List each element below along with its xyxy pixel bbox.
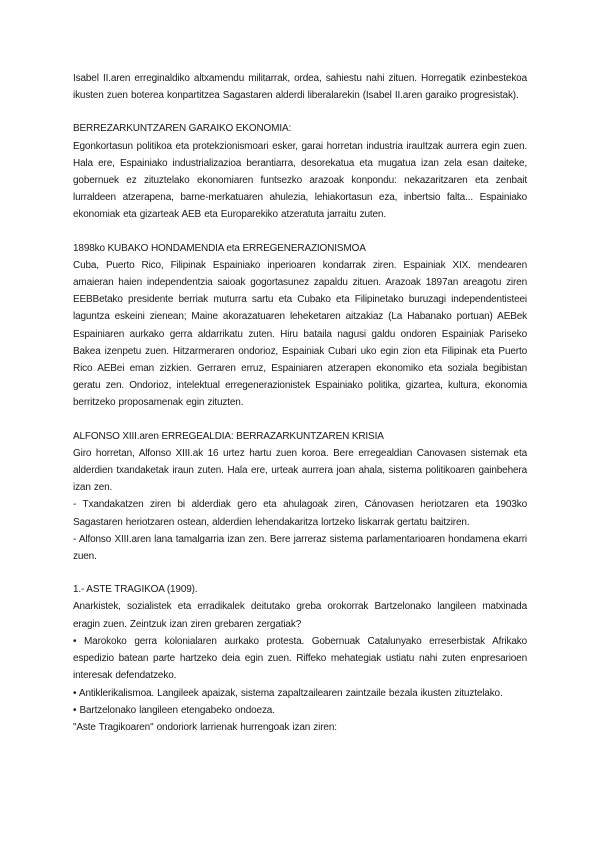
section-body-tragic-week: Anarkistek, sozialistek eta erradikalek deitutako greba orokorrak Bartzelonako langileen matxinada eragin zuen. Zeintzuk izan ziren grebaren zergatiak? xyxy=(73,601,527,630)
section-heading-economy: BERREZARKUNTZAREN GARAIKO EKONOMIA: xyxy=(73,123,292,135)
section-body-alfonso: Giro horretan, Alfonso XIII.ak 16 urtez hartu zuen koroa. Bere erregealdian Canovasen sistemak eta alderdien txandaketak iraun zuten. Hala ere, urteak aurrera joan ahala, sistema politikoaren gainbehera izan zen. xyxy=(73,447,527,494)
section-heading-tragic-week: 1.- ASTE TRAGIKOA (1909). xyxy=(73,584,198,596)
section-body-economy: Egonkortasun politikoa eta protekzionismoari esker, garai horretan industria irauItzak aurrera egin zuen. Hala ere, Espainiako industrializazioa berantiarra, desorekatua eta mugatua izan zela esan daiteke, gobernuek ez zituztelako ekonomiaren funtsezko arazoak konpondu: nekazaritzaren eta zenbait lurraldeen atzerapena, barne-merkatuaren ahulezia, lehiakortasun eza, inbertsio falta... Espainiako ekonomiak eta gizarteak AEB eta Europarekiko atzeratuta jarraitu zuten. xyxy=(73,140,527,221)
section-body-cuba: Cuba, Puerto Rico, Filipinak Espainiako inperioaren kondarrak ziren. Espainiak XIX. mendearen amaieran haien independentzia saioak gogortasunez zapaldu zituen. Arazoak 1897an areagotu ziren EEBBetako presidente berriak muturra sartu eta Cubako eta Filipinetako buruzagi independentisteei laguntza eskeini zienean; Maine akorazatuaren leheketaren aitzakiaz (La Habanako portuan) AEBek Espainiaren aurkako gerra aldarrikatu zuten. Hiru bataila nagusi galdu ondoren Espainiak Pariseko Bakea izenpetu zuen. Hitzarmeraren ondorioz, Espainiak Cubari uko egin zion eta Filipinak eta Puerto Rico AEBei eman zizkien. Gerraren erruz, Espainiaren atzerapen ekonomiko eta soziala begibistan geratu zen. Ondorioz, intelektual erregenerazionistek Espainiako politika, gizartea, kultura, ekonomia berritzeko proposamenak egin zituzten. xyxy=(73,259,527,409)
closing-line: "Aste Tragikoaren" ondoriork larrienak hurrengoak izan ziren: xyxy=(73,721,337,733)
section-heading-alfonso: ALFONSO XIII.aren ERREGEALDIA: BERRAZARKUNTZAREN KRISIA xyxy=(73,430,384,442)
bullet-parties: - Txandakatzen ziren bi alderdiak gero eta ahulagoak ziren, Cánovasen heriotzaren eta 1903ko Sagastaren heriotzaren ostean, alderdien lehendakaritza lortzeko liskarrak gertatu baitziren. xyxy=(73,499,527,528)
bullet-morocco: • Marokoko gerra kolonialaren aurkako protesta. Gobernuak Catalunyako erreserbistak Afrikako espedizio batean parte hartzeko deia egin zuen. Riffeko mehategiak ustiatu nahi zuten enpresarioen interesak defendatzeko. xyxy=(73,635,527,682)
bullet-alfonso: - Alfonso XIII.aren lana tamalgarria izan zen. Bere jarreraz sistema parlamentarioaren hondamena ekarri zuen. xyxy=(73,533,527,563)
intro-paragraph: Isabel II.aren erreginaldiko altxamendu militarrak, ordea, sahiestu nahi zituen. Horregatik ezinbestekoa ikusten zuen boterea konpartitzea Sagastaren alderdi liberalarekin (Isabel II.aren garaiko progresistak). xyxy=(73,73,527,102)
bullet-workers: • Bartzelonako langileen etengabeko ondoeza. xyxy=(73,704,275,716)
bullet-anticlericalism: • Antiklerikalismoa. Langileek apaizak, sistema zapaltzailearen zaintzaile bezala ikusten zituztelako. xyxy=(73,687,503,699)
section-heading-cuba: 1898ko KUBAKO HONDAMENDIA eta ERREGENERAZIONISMOA xyxy=(73,242,366,254)
